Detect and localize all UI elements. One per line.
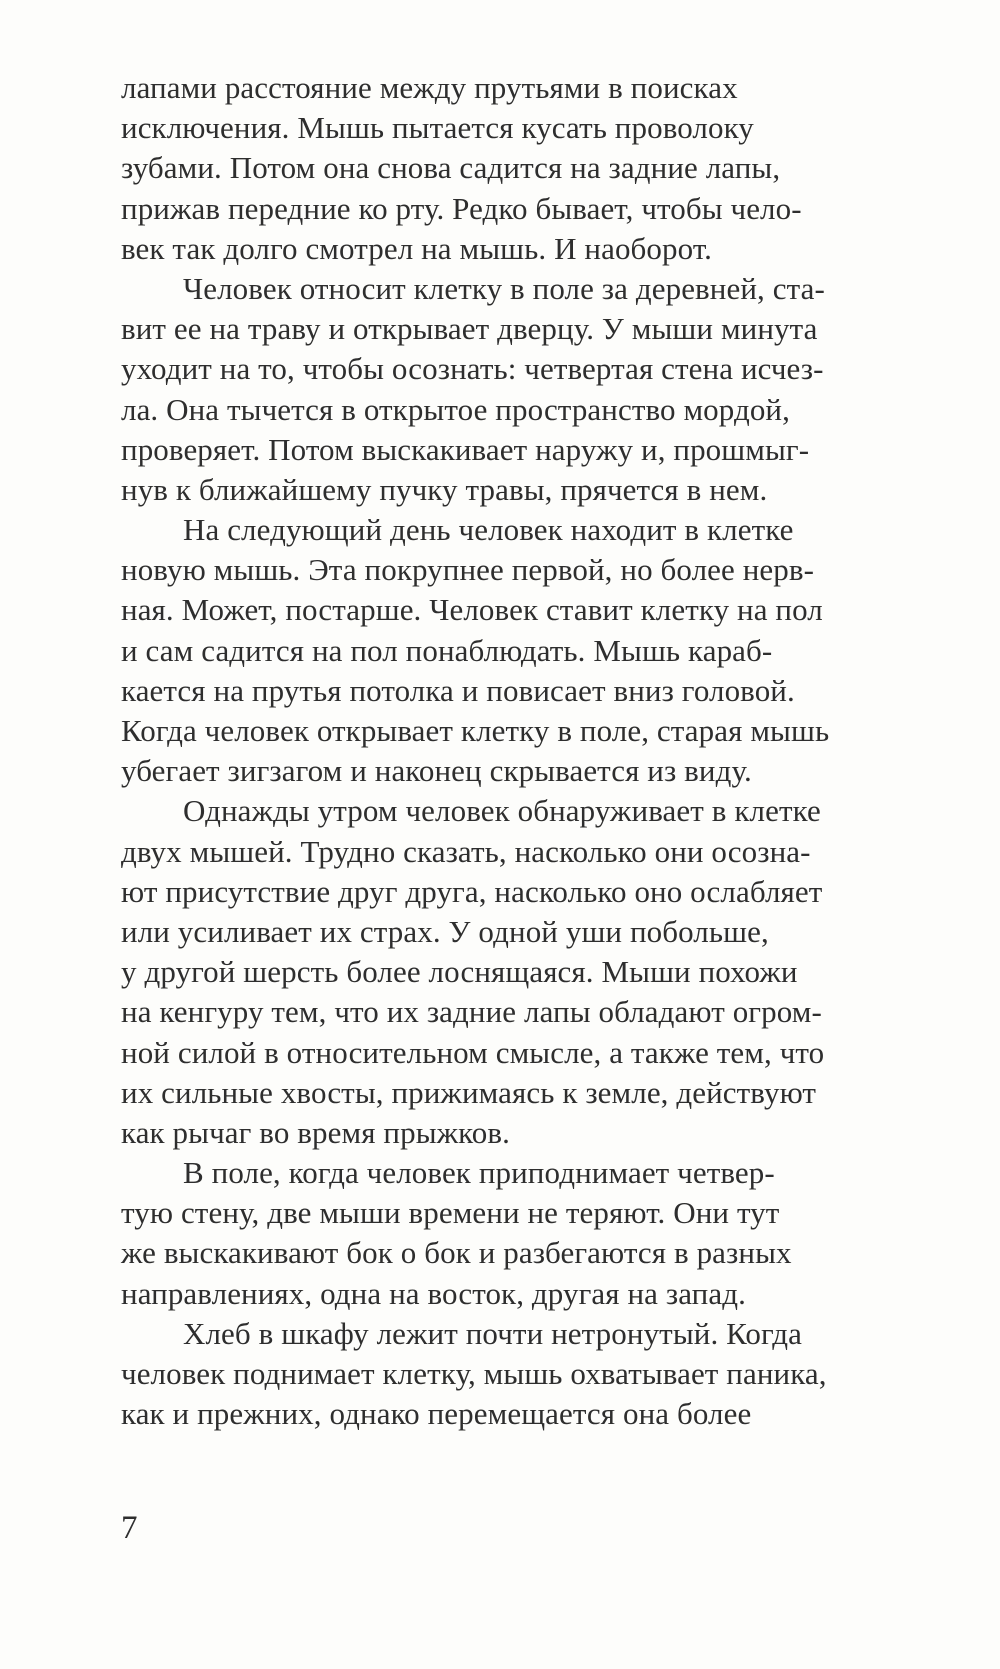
text-line: направлениях, одна на восток, другая на запад.: [121, 1275, 746, 1311]
text-line: На следующий день человек находит в клетке: [183, 512, 794, 548]
text-line: Когда человек открывает клетку в поле, старая мышь: [121, 713, 830, 748]
text-line: на кенгуру тем, что их задние лапы обладают огром-: [121, 994, 822, 1030]
text-line: Хлеб в шкафу лежит почти нетронутый. Когда: [183, 1315, 802, 1351]
text-line: человек поднимает клетку, мышь охватывает паника,: [121, 1356, 827, 1391]
text-line: век так долго смотрел на мышь. И наоборот.: [121, 230, 712, 266]
body-text: [121, 68, 901, 1434]
text-line: и сам садится на пол понаблюдать. Мышь караб-: [121, 632, 773, 668]
text-line: кается на прутья потолка и повисает вниз головой.: [121, 672, 795, 708]
text-line: Человек относит клетку в поле за деревней, ста-: [183, 270, 825, 306]
text-line: новую мышь. Эта покрупнее первой, но более нерв-: [121, 552, 815, 588]
text-line: как и прежних, однако перемещается она более: [121, 1396, 752, 1432]
text-line: нув к ближайшему пучку травы, прячется в нем.: [121, 471, 768, 507]
text-line: прижав передние ко рту. Редко бывает, чтобы чело-: [121, 190, 802, 226]
text-line: ла. Она тычется в открытое пространство мордой,: [121, 391, 790, 427]
text-line: как рычаг во время прыжков.: [121, 1114, 510, 1150]
text-line: проверяет. Потом выскакивает наружу и, прошмыг-: [121, 431, 810, 467]
text-line: уходит на то, чтобы осознать: четвертая стена исчез-: [121, 351, 824, 387]
text-line: Однажды утром человек обнаруживает в клетке: [183, 793, 821, 829]
text-line: же выскакивают бок о бок и разбегаются в разных: [121, 1235, 792, 1271]
text-line: ная. Может, постарше. Человек ставит клетку на пол: [121, 592, 823, 628]
text-line: исключения. Мышь пытается кусать проволоку: [121, 110, 754, 146]
text-line: тую стену, две мыши времени не теряют. Они тут: [121, 1195, 780, 1231]
page-number: 7: [121, 1510, 138, 1546]
text-line: их сильные хвосты, прижимаясь к земле, действуют: [121, 1074, 817, 1110]
text-line: вит ее на траву и открывает дверцу. У мыши минута: [121, 311, 818, 347]
text-line: ной силой в относительном смысле, а также тем, что: [121, 1034, 825, 1070]
text-line: двух мышей. Трудно сказать, насколько они осозна-: [121, 833, 811, 869]
text-line: или усиливает их страх. У одной уши побольше,: [121, 913, 769, 949]
text-line: убегает зигзагом и наконец скрывается из виду.: [121, 753, 752, 789]
text-line: лапами расстояние между прутьями в поисках: [121, 70, 738, 105]
text-line: В поле, когда человек приподнимает четвер-: [183, 1155, 775, 1191]
text-line: зубами. Потом она снова садится на задние лапы,: [121, 150, 781, 186]
text-line: ют присутствие друг друга, насколько оно ослабляет: [121, 873, 823, 909]
text-line: у другой шерсть более лоснящаяся. Мыши похожи: [121, 954, 798, 990]
